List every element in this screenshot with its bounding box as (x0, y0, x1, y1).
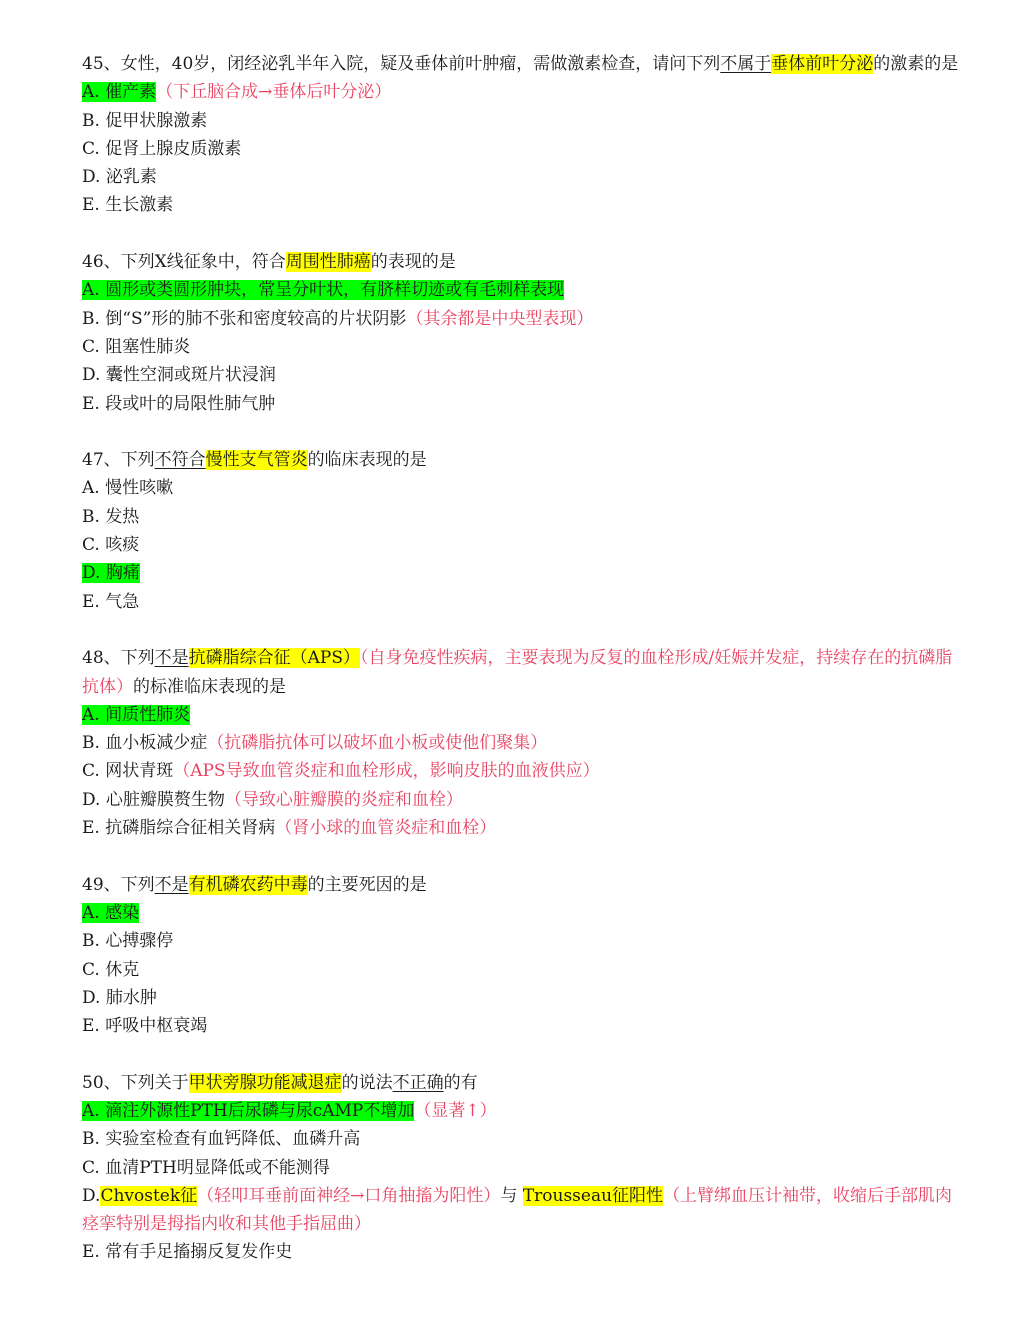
option-label: B. (82, 733, 100, 754)
option-highlight: Trousseau征阳性 (522, 1185, 664, 1206)
option-text: 间质性肺炎 (105, 704, 191, 725)
stem-text: 下列X线征象中，符合 (120, 252, 286, 273)
option-note: （上臂绑血压计袖带，收缩后手部肌肉痉挛特别是拇指内收和其他手指屈曲） (82, 1185, 953, 1235)
option-note: （其余都是中央型表现） (406, 308, 594, 329)
stem-highlight: 抗磷脂综合征（APS） (188, 648, 361, 669)
option-e (82, 1012, 962, 1040)
option-label: B. (82, 308, 100, 329)
option-label: D. (82, 563, 101, 584)
option-a (82, 899, 962, 927)
question-50 (82, 1069, 962, 1267)
option-note: （抗磷脂抗体可以破坏血小板或使他们聚集） (207, 733, 548, 754)
option-text: 与 (500, 1185, 518, 1206)
option-text: 抗磷脂综合征相关肾病 (105, 818, 276, 839)
option-label: A. (82, 1100, 100, 1121)
stem-underline: 不是 (154, 874, 189, 895)
option-note: （显著↑） (414, 1100, 497, 1121)
option-label: B. (82, 506, 100, 527)
option-label: B. (82, 1129, 100, 1150)
option-b (82, 305, 962, 333)
option-c (82, 135, 962, 163)
question-47 (82, 446, 962, 616)
option-e (82, 588, 962, 616)
question-stem (82, 644, 962, 701)
option-label: C. (82, 336, 100, 357)
question-stem (82, 871, 962, 899)
question-stem (82, 446, 962, 474)
stem-text: 的主要死因的是 (307, 874, 427, 895)
stem-text: 下列 (120, 874, 155, 895)
stem-highlight: 周围性肺癌 (285, 252, 371, 273)
option-label: E. (82, 1016, 100, 1037)
option-label: C. (82, 1157, 100, 1178)
stem-underline: 不属于 (720, 54, 772, 74)
option-a (82, 276, 962, 304)
option-d (82, 786, 962, 814)
option-text: 血小板减少症 (105, 733, 208, 754)
option-b (82, 1125, 962, 1153)
option-e (82, 1238, 962, 1266)
option-c (82, 531, 962, 559)
option-b (82, 729, 962, 757)
question-number: 47、 (82, 450, 121, 471)
stem-highlight: 垂体前叶分泌 (771, 54, 874, 74)
option-text: 发热 (105, 506, 140, 527)
option-text: 胸痛 (105, 563, 140, 584)
option-label: D. (82, 987, 101, 1008)
option-label: C. (82, 535, 100, 556)
stem-text: 的临床表现的是 (307, 450, 427, 471)
question-46 (82, 248, 962, 418)
stem-underline: 不符合 (154, 450, 206, 471)
option-e (82, 191, 962, 219)
option-text: 心搏骤停 (105, 931, 174, 952)
option-text: 催产素 (105, 82, 157, 103)
option-d (82, 361, 962, 389)
question-49 (82, 871, 962, 1041)
option-label: C. (82, 959, 100, 980)
option-d (82, 984, 962, 1012)
stem-underline: 不是 (154, 648, 189, 669)
stem-text: 的表现的是 (370, 252, 456, 273)
option-label: B. (82, 110, 100, 131)
option-text: 倒“S”形的肺不张和密度较高的片状阴影 (105, 308, 407, 329)
option-label: E. (82, 1242, 100, 1263)
option-a (82, 78, 962, 106)
option-d (82, 559, 962, 587)
option-label: C. (82, 138, 100, 159)
option-text: 肺水肿 (105, 987, 157, 1008)
option-note: （APS导致血管炎症和血栓形成，影响皮肤的血液供应） (173, 761, 600, 782)
option-label: A. (82, 902, 100, 923)
option-label: A. (82, 280, 100, 301)
option-label: A. (82, 82, 100, 103)
stem-text: 女性，40岁，闭经泌乳半年入院，疑及垂体前叶肿瘤，需做激素检查，请问下列 (120, 54, 721, 74)
option-label: A. (82, 478, 100, 499)
option-c (82, 1154, 962, 1182)
stem-text: 的说法 (341, 1072, 393, 1093)
option-note: （下丘脑合成→垂体后叶分泌） (156, 82, 392, 103)
option-text: 呼吸中枢衰竭 (105, 1016, 208, 1037)
stem-text: 下列关于 (120, 1072, 189, 1093)
stem-text: 下列 (120, 450, 155, 471)
stem-note: （自身免疫性疾病，主要表现为反复的血栓形成/妊娠并发症，持续存在的抗磷脂抗体） (82, 648, 953, 697)
option-highlight: Chvostek征 (100, 1185, 198, 1206)
option-a (82, 701, 962, 729)
stem-text: 的激素的是 (873, 54, 959, 74)
option-c (82, 757, 962, 785)
stem-underline: 不正确 (392, 1072, 444, 1093)
question-stem (82, 248, 962, 276)
option-text: 促肾上腺皮质激素 (105, 138, 242, 159)
option-b (82, 927, 962, 955)
question-number: 46、 (82, 252, 121, 273)
option-text: 滴注外源性PTH后尿磷与尿cAMP不增加 (105, 1100, 415, 1121)
option-label: E. (82, 818, 100, 839)
option-label: B. (82, 931, 100, 952)
stem-highlight: 有机磷农药中毒 (188, 874, 308, 895)
option-text: 气急 (105, 591, 140, 612)
option-b (82, 107, 962, 135)
option-text: 网状青斑 (105, 761, 174, 782)
option-text: 常有手足搐搦反复发作史 (105, 1242, 293, 1263)
option-note: （轻叩耳垂前面神经→口角抽搐为阳性） (197, 1185, 501, 1206)
option-a (82, 474, 962, 502)
option-text: 心脏瓣膜赘生物 (105, 789, 225, 810)
option-a (82, 1097, 962, 1125)
stem-text: 的有 (443, 1072, 478, 1093)
option-b (82, 503, 962, 531)
stem-highlight: 慢性支气管炎 (205, 450, 308, 471)
question-stem (82, 1069, 962, 1097)
option-label: D. (82, 167, 101, 188)
option-label: E. (82, 393, 100, 414)
option-e (82, 390, 962, 418)
stem-text: 的标准临床表现的是 (133, 676, 286, 697)
option-text: 段或叶的局限性肺气肿 (105, 393, 276, 414)
option-note: （导致心脏瓣膜的炎症和血栓） (224, 789, 463, 810)
option-text: 感染 (105, 902, 140, 923)
option-c (82, 956, 962, 984)
option-label: E. (82, 591, 100, 612)
option-note: （肾小球的血管炎症和血栓） (275, 818, 497, 839)
option-label: A. (82, 704, 100, 725)
question-stem (82, 50, 962, 78)
option-text: 泌乳素 (105, 167, 157, 188)
option-label: D. (82, 365, 101, 386)
option-text: 囊性空洞或斑片状浸润 (105, 365, 276, 386)
question-45 (82, 50, 962, 220)
option-d (82, 163, 962, 191)
stem-text: 下列 (120, 648, 155, 669)
option-d (82, 1182, 962, 1239)
option-label: D. (82, 1185, 101, 1206)
option-text: 实验室检查有血钙降低、血磷升高 (105, 1129, 361, 1150)
option-text: 慢性咳嗽 (105, 478, 174, 499)
option-c (82, 333, 962, 361)
question-48 (82, 644, 962, 842)
option-text: 生长激素 (105, 195, 174, 216)
question-sheet (82, 50, 962, 1267)
question-number: 48、 (82, 648, 121, 669)
option-text: 圆形或类圆形肿块，常呈分叶状，有脐样切迹或有毛刺样表现 (105, 280, 565, 301)
option-text: 血清PTH明显降低或不能测得 (105, 1157, 330, 1178)
question-number: 45、 (82, 54, 121, 74)
stem-highlight: 甲状旁腺功能减退症 (188, 1072, 342, 1093)
option-text: 阻塞性肺炎 (105, 336, 191, 357)
option-text: 促甲状腺激素 (105, 110, 208, 131)
question-number: 50、 (82, 1072, 121, 1093)
option-e (82, 814, 962, 842)
option-text: 咳痰 (105, 535, 140, 556)
option-label: D. (82, 789, 101, 810)
option-label: E. (82, 195, 100, 216)
option-label: C. (82, 761, 100, 782)
option-text: 休克 (105, 959, 140, 980)
question-number: 49、 (82, 874, 121, 895)
